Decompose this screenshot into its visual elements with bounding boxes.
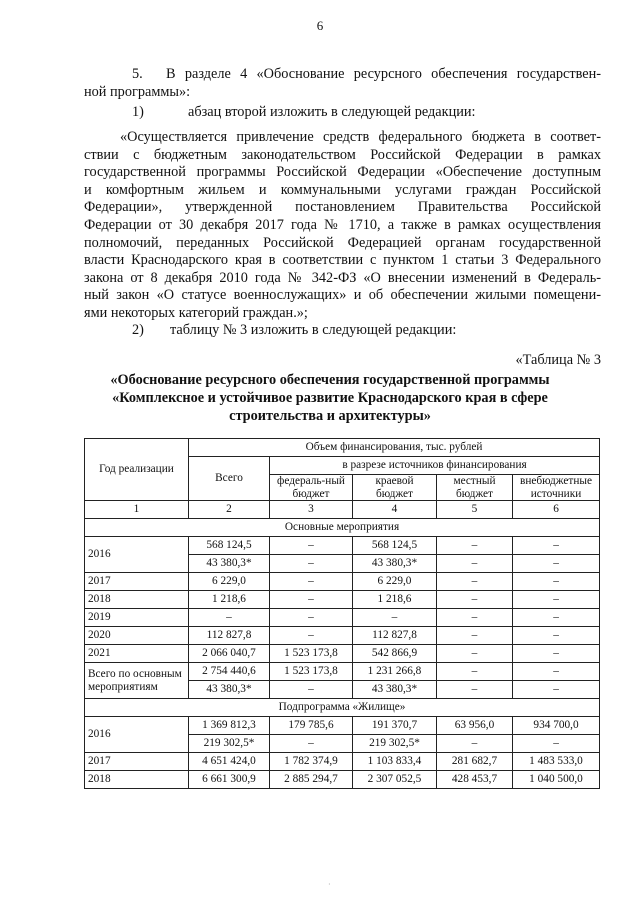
quote-line: Федерации», утвержденной постановлением Правительства Российской [84,199,601,216]
header-extra: внебюджетные источники [513,475,600,501]
table-row: 2018 6 661 300,9 2 885 294,7 2 307 052,5 428 453,7 1 040 500,0 [85,771,600,789]
table-row: 2021 2 066 040,7 1 523 173,8 542 866,9 – – [85,645,600,663]
header-year: Год реализации [85,439,189,501]
table-row: 2020 112 827,8 – 112 827,8 – – [85,627,600,645]
table-row: 219 302,5* – 219 302,5* – – [85,735,600,753]
header-federal: федераль-ный бюджет [270,475,353,501]
quote-line: власти Краснодарского края в соответствии с пунктом 1 статьи 3 Федерального [84,252,601,269]
quote-line: государственной программы Российской Федерации «Обеспечение доступным [84,164,601,181]
total-label: Всего по основным мероприятиям [85,663,189,699]
title-line: «Обоснование ресурсного обеспечения государственной программы [110,372,550,388]
section-heading-main: Основные мероприятия [85,519,600,537]
col-number: 2 [189,501,270,519]
header-regional: краевой бюджет [353,475,437,501]
header-total: Всего [189,457,270,501]
table-row-total: Всего по основным мероприятиям 2 754 440,6 1 523 173,8 1 231 266,8 – – [85,663,600,681]
quote-line: ями некоторых категорий граждан.»; [84,304,308,321]
section-heading-housing: Подпрограмма «Жилище» [85,699,600,717]
table-row: 2016 1 369 812,3 179 785,6 191 370,7 63 956,0 934 700,0 [85,717,600,735]
subitem-1-text: абзац второй изложить в следующей редакции: [188,104,476,120]
quote-line: закона от 8 декабря 2010 года № 342-ФЗ «О внесении изменений в Федераль- [84,269,601,286]
col-number: 3 [270,501,353,519]
quote-line: Федерации от 30 декабря 2017 года № 1710, а также в рамках осуществления [84,216,601,233]
subitem-number-2: 2) [132,322,144,338]
table-row: 43 380,3* – 43 380,3* – – [85,555,600,573]
header-local: местный бюджет [437,475,513,501]
title-line: «Комплексное и устойчивое развитие Краснодарского края в сфере [112,390,548,406]
table-row: 2019 – – – – – [85,609,600,627]
table-title [60,371,600,425]
item-number-5: 5. [132,66,143,82]
col-number: 6 [513,501,600,519]
quote-line: полномочий, переданных Российской Федерацией органам государственной [84,234,601,251]
col-number: 1 [85,501,189,519]
quote-line: ный закон «О статусе военнослужащих» и об обеспечении жилыми помещени- [84,287,601,304]
subitem-2-text: таблицу № 3 изложить в следующей редакции: [170,322,457,338]
header-volume: Объем финансирования, тыс. рублей [189,439,600,457]
page-number: 6 [316,18,324,33]
scan-speck: · [328,880,331,889]
table-row: 2017 6 229,0 – 6 229,0 – – [85,573,600,591]
item5-line1: В разделе 4 «Обоснование ресурсного обеспечения государствен- [166,66,601,82]
col-number: 4 [353,501,437,519]
table-label: «Таблица № 3 [515,352,601,368]
col-number: 5 [437,501,513,519]
subitem-number-1: 1) [132,104,144,120]
financing-table [84,438,600,789]
title-line: строительства и архитектуры» [229,408,431,424]
quote-line: «Осуществляется привлечение средств федерального бюджета в соответ- [120,129,601,145]
quote-line: ствии с бюджетным законодательством Российской Федерации в рамках [84,146,601,163]
table-row: 2016 568 124,5 – 568 124,5 – – [85,537,600,555]
table-row-total: 43 380,3* – 43 380,3* – – [85,681,600,699]
header-sources: в разрезе источников финансирования [270,457,600,475]
table-row: 2017 4 651 424,0 1 782 374,9 1 103 833,4 281 682,7 1 483 533,0 [85,753,600,771]
quoted-paragraph [84,129,601,323]
table-row: 2018 1 218,6 – 1 218,6 – – [85,591,600,609]
quote-line: и комфортным жильем и коммунальными услугами граждан Российской [84,181,601,198]
item5-line2: ной программы»: [84,83,191,100]
